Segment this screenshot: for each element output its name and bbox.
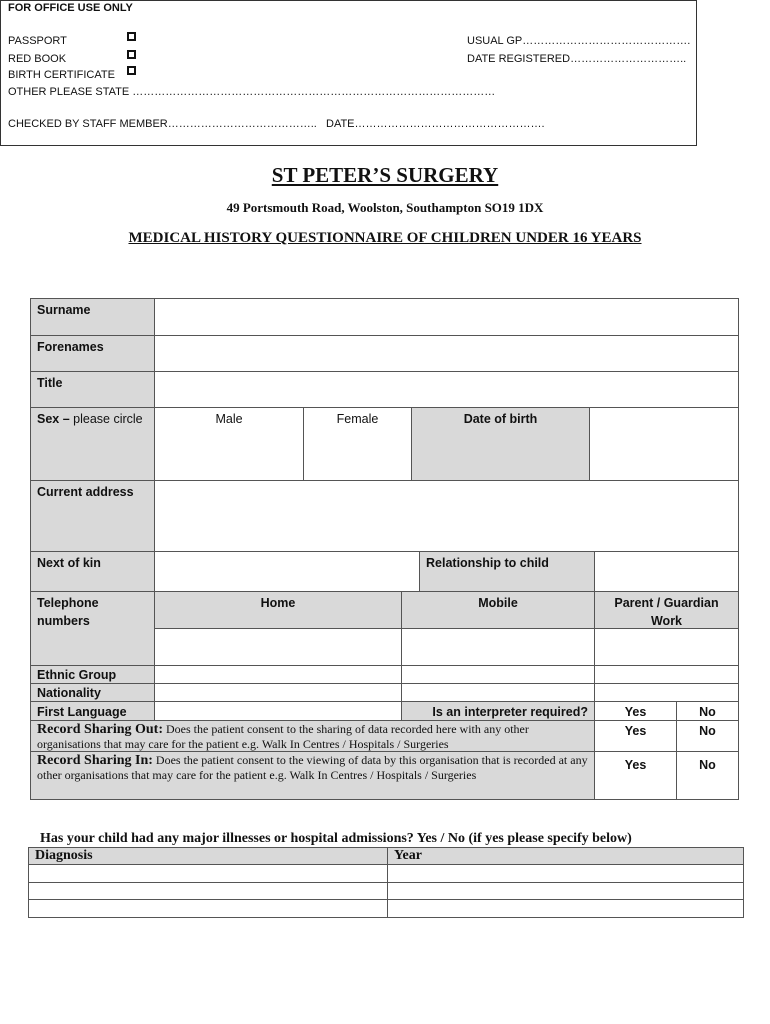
sharing-out-no-option[interactable]: No — [676, 720, 739, 752]
forenames-input[interactable] — [154, 335, 739, 372]
year-input[interactable] — [387, 899, 744, 918]
nationality-input[interactable] — [154, 683, 402, 702]
sharing-in-no-option[interactable]: No — [676, 751, 739, 800]
work-phone-label: Parent / Guardian Work — [594, 591, 739, 629]
practice-address: 49 Portsmouth Road, Woolston, Southampton SO19 1DX — [226, 200, 544, 215]
sharing-out-yes-option[interactable]: Yes — [594, 720, 677, 752]
office-use-heading: FOR OFFICE USE ONLY — [8, 2, 133, 14]
work-phone-input[interactable] — [594, 628, 739, 666]
sex-male-option[interactable]: Male — [154, 407, 304, 481]
passport-label: PASSPORT — [8, 35, 67, 47]
usual-gp-field[interactable]: USUAL GP………………………………………. — [467, 35, 691, 47]
office-date-field[interactable]: DATE……………………………………………. — [326, 118, 545, 130]
birth-certificate-checkbox[interactable] — [127, 66, 136, 75]
dob-label: Date of birth — [411, 407, 590, 481]
relationship-label: Relationship to child — [419, 551, 595, 592]
sex-label — [30, 407, 155, 481]
sex-female-option[interactable]: Female — [303, 407, 412, 481]
sharing-in-yes-option[interactable]: Yes — [594, 751, 677, 800]
surname-label: Surname — [30, 298, 155, 336]
date-registered-field[interactable]: DATE REGISTERED………………………….. — [467, 53, 687, 65]
surname-input[interactable] — [154, 298, 739, 336]
record-sharing-in-label — [30, 751, 595, 800]
record-sharing-in-text: Does the patient consent to the viewing of data by this organisation that is recorded at any other organisations that may care for the patient e.g. Walk In Centres / Hospitals / Surgeries — [37, 753, 588, 782]
passport-checkbox[interactable] — [127, 32, 136, 41]
address-label: Current address — [30, 480, 155, 552]
red-book-checkbox[interactable] — [127, 50, 136, 59]
year-header: Year — [387, 847, 744, 865]
next-of-kin-input[interactable] — [154, 551, 420, 592]
sex-label-hint: please circle — [69, 412, 143, 426]
sex-label-bold: Sex – — [37, 412, 70, 426]
diagnosis-input[interactable] — [28, 899, 388, 918]
address-input[interactable] — [154, 480, 739, 552]
red-book-label: RED BOOK — [8, 53, 67, 65]
first-language-input[interactable] — [154, 701, 402, 721]
nationality-extra-cell[interactable] — [401, 683, 595, 702]
interpreter-label: Is an interpreter required? — [401, 701, 595, 721]
home-phone-label: Home — [154, 591, 402, 629]
practice-name: ST PETER’S SURGERY — [271, 163, 499, 187]
relationship-input[interactable] — [594, 551, 739, 592]
mobile-phone-input[interactable] — [401, 628, 595, 666]
ethnic-group-extra-cell[interactable] — [401, 665, 595, 684]
record-sharing-in-title: Record Sharing In: — [37, 753, 153, 768]
ethnic-group-extra-cell[interactable] — [594, 665, 739, 684]
telephone-label: Telephone numbers — [30, 591, 155, 666]
office-use-box — [0, 0, 697, 146]
title-label: Title — [30, 371, 155, 408]
form-title: MEDICAL HISTORY QUESTIONNAIRE OF CHILDREN UNDER 16 YEARS — [128, 230, 642, 246]
year-input[interactable] — [387, 882, 744, 900]
nationality-extra-cell[interactable] — [594, 683, 739, 702]
next-of-kin-label: Next of kin — [30, 551, 155, 592]
title-input[interactable] — [154, 371, 739, 408]
year-input[interactable] — [387, 864, 744, 883]
ethnic-group-input[interactable] — [154, 665, 402, 684]
home-phone-input[interactable] — [154, 628, 402, 666]
first-language-label: First Language — [30, 701, 155, 721]
mobile-phone-label: Mobile — [401, 591, 595, 629]
nationality-label: Nationality — [30, 683, 155, 702]
dob-input[interactable] — [589, 407, 739, 481]
record-sharing-out-title: Record Sharing Out: — [37, 722, 163, 737]
interpreter-no-option[interactable]: No — [676, 701, 739, 721]
forenames-label: Forenames — [30, 335, 155, 372]
diagnosis-input[interactable] — [28, 882, 388, 900]
record-sharing-out-text: Does the patient consent to the sharing of data recorded here with any other organisations that may care for the patient e.g. Walk In Centres / Hospitals / Surgeries — [37, 722, 529, 751]
diagnosis-input[interactable] — [28, 864, 388, 883]
interpreter-yes-option[interactable]: Yes — [594, 701, 677, 721]
checked-by-staff-field[interactable]: CHECKED BY STAFF MEMBER………………………………….. — [8, 118, 317, 130]
birth-certificate-label: BIRTH CERTIFICATE — [8, 69, 115, 81]
illness-question: Has your child had any major illnesses or hospital admissions? Yes / No (if yes please specify below) — [40, 831, 632, 846]
diagnosis-header: Diagnosis — [28, 847, 388, 865]
other-please-state-field[interactable]: OTHER PLEASE STATE ……………………………………………………………………………………… — [8, 86, 496, 98]
ethnic-group-label: Ethnic Group — [30, 665, 155, 684]
record-sharing-out-label — [30, 720, 595, 752]
